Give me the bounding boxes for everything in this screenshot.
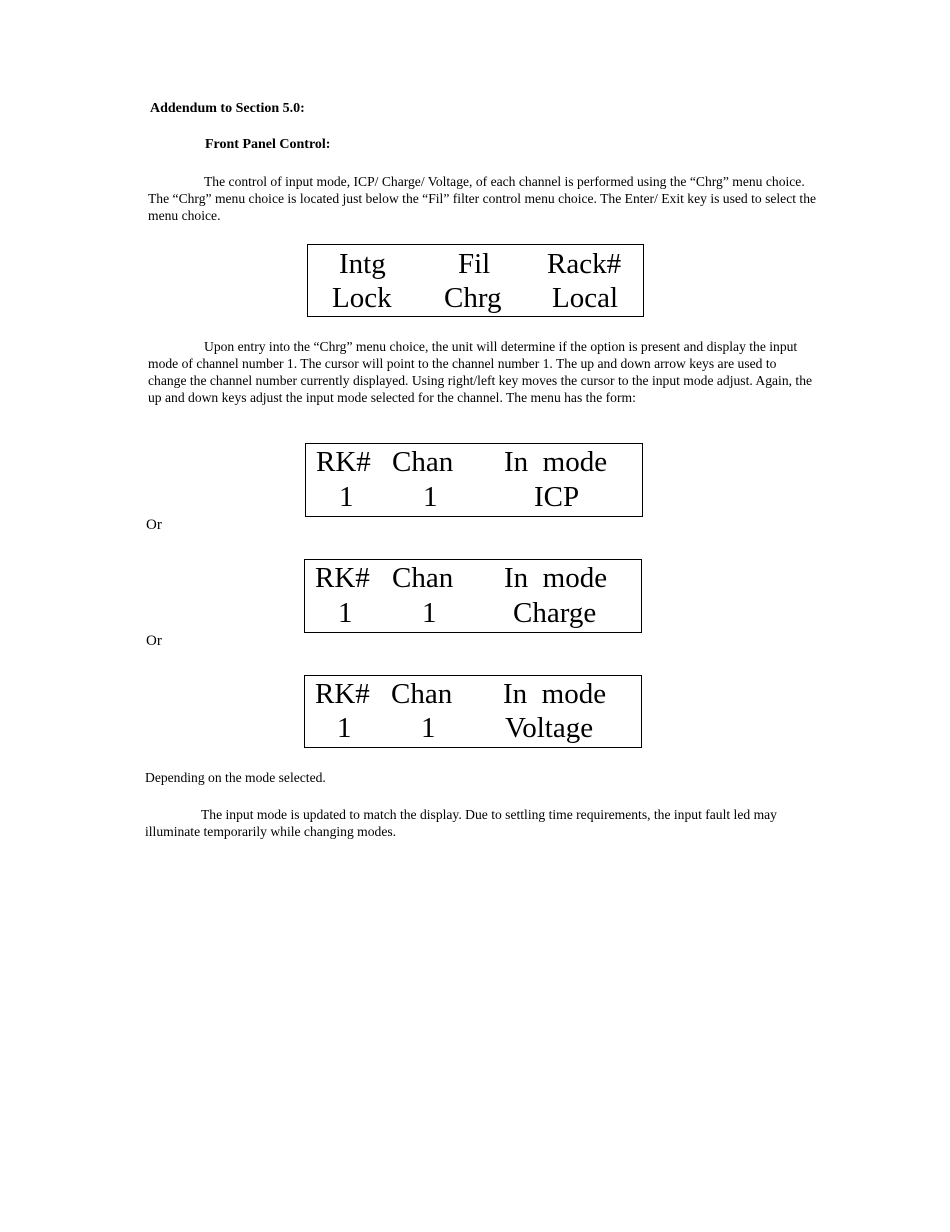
- chan-label: Chan: [391, 678, 453, 710]
- chan-value: 1: [423, 481, 438, 513]
- rack-value: 1: [338, 597, 353, 629]
- rack-value: 1: [339, 481, 354, 513]
- menu-item-rack: Rack#: [547, 248, 622, 280]
- mode-value: Charge: [513, 597, 597, 629]
- mode-display-icp: [305, 443, 643, 517]
- mode-value: ICP: [534, 481, 580, 513]
- chan-label: Chan: [392, 562, 454, 594]
- rack-label: RK#: [315, 562, 370, 594]
- menu-item-intg: Intg: [339, 248, 386, 280]
- chan-value: 1: [422, 597, 437, 629]
- intro-paragraph: The control of input mode, ICP/ Charge/ Voltage, of each channel is performed using the “Chrg” menu choice. The “Chrg” menu choice is located just below the “Fil” filter control menu choice. The Enter/ Exit key is used to select the menu choice.: [148, 174, 817, 223]
- or-label: Or: [146, 633, 162, 649]
- rack-value: 1: [337, 712, 352, 744]
- main-menu-display: [307, 244, 644, 317]
- in-mode-label: In mode: [504, 446, 608, 478]
- mode-display-voltage: [304, 675, 642, 748]
- mode-display-charge: [304, 559, 642, 633]
- menu-item-fil: Fil: [458, 248, 491, 280]
- update-paragraph: The input mode is updated to match the display. Due to settling time requirements, the input fault led may illuminate temporarily while changing modes.: [145, 807, 777, 839]
- in-mode-label: In mode: [504, 562, 608, 594]
- chan-value: 1: [421, 712, 436, 744]
- section-heading: Addendum to Section 5.0:: [150, 101, 305, 116]
- mode-value: Voltage: [505, 712, 594, 744]
- in-mode-label: In mode: [503, 678, 607, 710]
- subsection-heading: Front Panel Control:: [205, 137, 331, 152]
- or-label: Or: [146, 517, 162, 533]
- menu-item-chrg: Chrg: [444, 282, 502, 314]
- mode-note: Depending on the mode selected.: [145, 770, 326, 785]
- chrg-menu-paragraph: Upon entry into the “Chrg” menu choice, the unit will determine if the option is present and display the input mode of channel number 1. The cursor will point to the channel number 1. The up and down arrow keys are used to change the channel number currently displayed. Using right/left key moves the cursor to the input mode adjust. Again, the up and down keys adjust the input mode selected for the channel. The menu has the form:: [148, 339, 813, 405]
- menu-item-lock: Lock: [332, 282, 392, 314]
- chan-label: Chan: [392, 446, 454, 478]
- rack-label: RK#: [315, 678, 370, 710]
- rack-label: RK#: [316, 446, 371, 478]
- menu-item-local: Local: [552, 282, 619, 314]
